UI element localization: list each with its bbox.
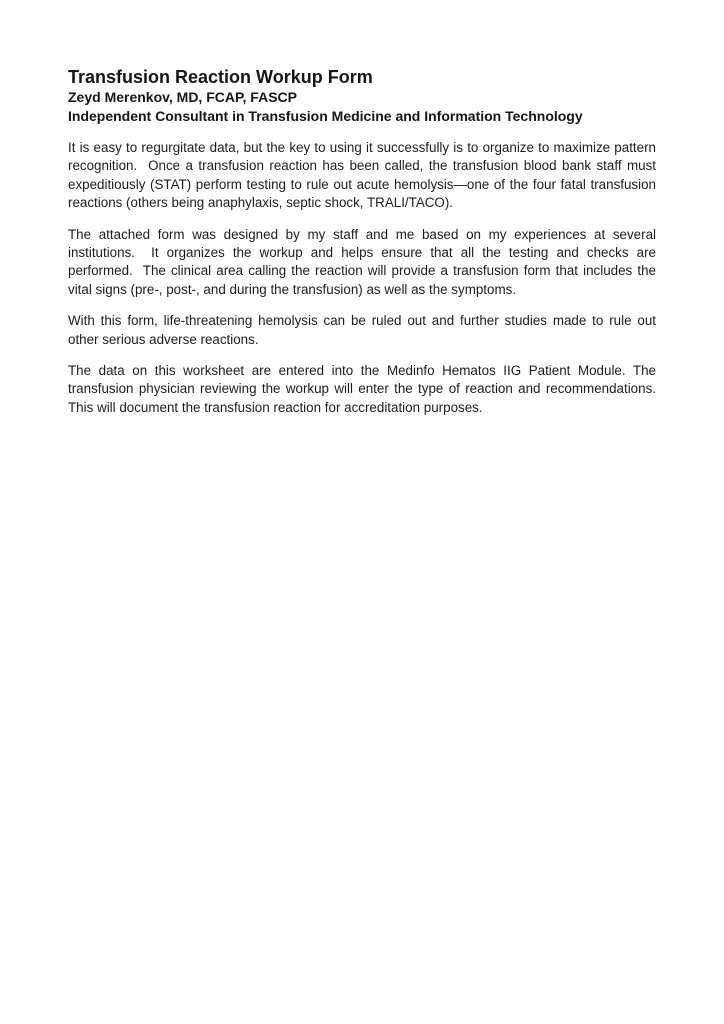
paragraph-intro: It is easy to regurgitate data, but the key to using it successfully is to organize to maximize pattern recognition. Once a transfusion reaction has been called, the transfusion blood bank staff must expeditiously (STAT) perform testing to rule out acute hemolysis—one of the four fatal transfusion reactions (others being anaphylaxis, septic shock, TRALI/TACO). [68, 140, 660, 211]
document-content [68, 66, 660, 417]
author-role-line: Independent Consultant in Transfusion Medicine and Information Technology [68, 107, 583, 124]
author-line: Zeyd Merenkov, MD, FCAP, FASCP [68, 89, 297, 105]
paragraph-form-design: The attached form was designed by my staff and me based on my experiences at several institutions. It organizes the workup and helps ensure that all the testing and checks are performed. The clinical area calling the reaction will provide a transfusion form that includes the vital signs (pre-, post-, and during the transfusion) as well as the symptoms. [68, 226, 660, 297]
document-title: Transfusion Reaction Workup Form [68, 67, 373, 87]
paragraph-hemolysis: With this form, life-threatening hemolysis can be ruled out and further studies made to rule out other serious adverse reactions. [68, 313, 660, 347]
paragraph-worksheet-data: The data on this worksheet are entered into the Medinfo Hematos IIG Patient Module. The transfusion physician reviewing the workup will enter the type of reaction and recommendations. This will document the transfusion reaction for accreditation purposes. [68, 363, 660, 415]
